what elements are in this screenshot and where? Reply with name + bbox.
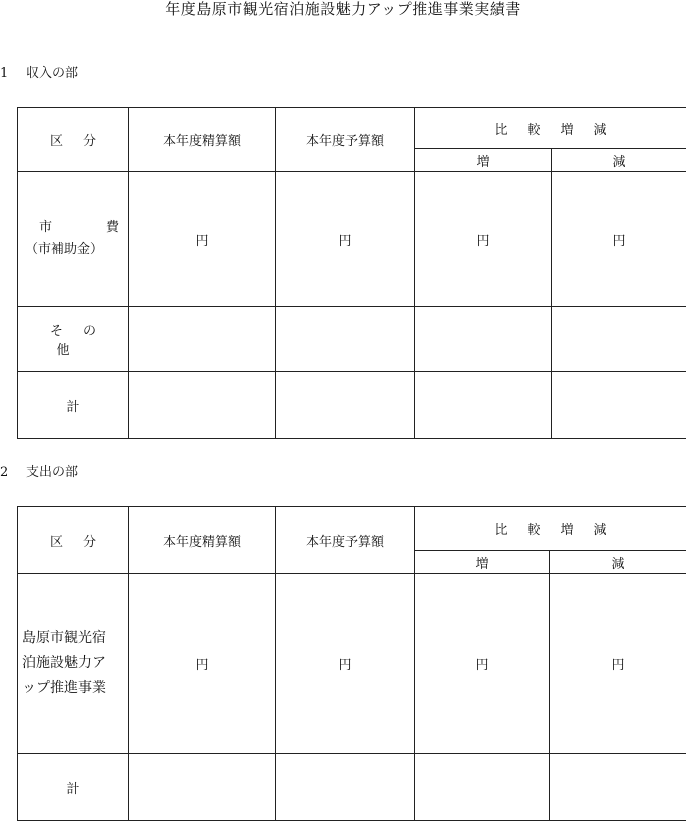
income-city-settled-cell[interactable]	[129, 172, 276, 307]
yen-unit: 円	[195, 233, 209, 249]
income-section-title: 収入の部	[26, 66, 79, 81]
income-row-city-label	[18, 172, 129, 307]
income-table	[17, 107, 686, 439]
expense-total-decrease-cell[interactable]	[550, 754, 686, 821]
income-other-increase-cell[interactable]	[415, 307, 552, 372]
income-section-number: 1	[0, 66, 9, 81]
income-other-budget-cell[interactable]	[276, 307, 415, 372]
income-section-heading	[0, 66, 78, 82]
expense-section-title: 支出の部	[26, 465, 79, 480]
yen-unit: 円	[612, 233, 626, 249]
expense-header-comparison: 比較増減	[415, 507, 686, 551]
income-row-total-label: 計	[18, 372, 129, 439]
expense-header-settled: 本年度精算額	[129, 507, 276, 574]
income-header-category: 区分	[18, 108, 129, 172]
yen-unit: 円	[611, 658, 625, 673]
expense-project-increase-cell[interactable]	[415, 574, 550, 754]
income-row-other-label: その他	[18, 307, 129, 372]
expense-project-name: 島原市観光宿 泊施設魅力ア ップ推進事業	[22, 630, 106, 696]
income-header-settled: 本年度精算額	[129, 108, 276, 172]
income-header-budget: 本年度予算額	[276, 108, 415, 172]
income-city-label-b: 費	[105, 220, 119, 235]
document-title: 年度島原市観光宿泊施設魅力アップ推進事業実績書	[165, 0, 521, 18]
income-total-decrease-cell[interactable]	[552, 372, 686, 439]
expense-header-decrease: 減	[550, 551, 686, 574]
expense-total-settled-cell[interactable]	[129, 754, 276, 821]
yen-unit: 円	[338, 233, 352, 249]
expense-project-decrease-cell[interactable]	[550, 574, 686, 754]
expense-header-budget: 本年度予算額	[276, 507, 415, 574]
yen-unit: 円	[338, 658, 352, 673]
income-city-increase-cell[interactable]	[415, 172, 552, 307]
expense-project-settled-cell[interactable]	[129, 574, 276, 754]
income-total-settled-cell[interactable]	[129, 372, 276, 439]
income-header-decrease: 減	[552, 149, 686, 172]
income-other-decrease-cell[interactable]	[552, 307, 686, 372]
expense-row-total-label: 計	[18, 754, 129, 821]
income-total-increase-cell[interactable]	[415, 372, 552, 439]
income-total-budget-cell[interactable]	[276, 372, 415, 439]
expense-project-budget-cell[interactable]	[276, 574, 415, 754]
expense-total-increase-cell[interactable]	[415, 754, 550, 821]
yen-unit: 円	[476, 233, 490, 249]
expense-section-heading	[0, 465, 78, 481]
income-header-increase: 増	[415, 149, 552, 172]
income-city-sublabel: （市補助金）	[25, 242, 104, 257]
expense-header-increase: 増	[415, 551, 550, 574]
expense-total-budget-cell[interactable]	[276, 754, 415, 821]
income-city-decrease-cell[interactable]	[552, 172, 686, 307]
yen-unit: 円	[475, 658, 489, 673]
expense-row-project-label	[18, 574, 129, 754]
income-city-budget-cell[interactable]	[276, 172, 415, 307]
yen-unit: 円	[195, 658, 209, 673]
income-header-comparison: 比較増減	[415, 108, 686, 149]
income-city-label-a: 市	[39, 220, 53, 235]
expense-header-category: 区分	[18, 507, 129, 574]
income-other-settled-cell[interactable]	[129, 307, 276, 372]
expense-table	[17, 506, 686, 821]
expense-section-number: 2	[0, 465, 9, 480]
